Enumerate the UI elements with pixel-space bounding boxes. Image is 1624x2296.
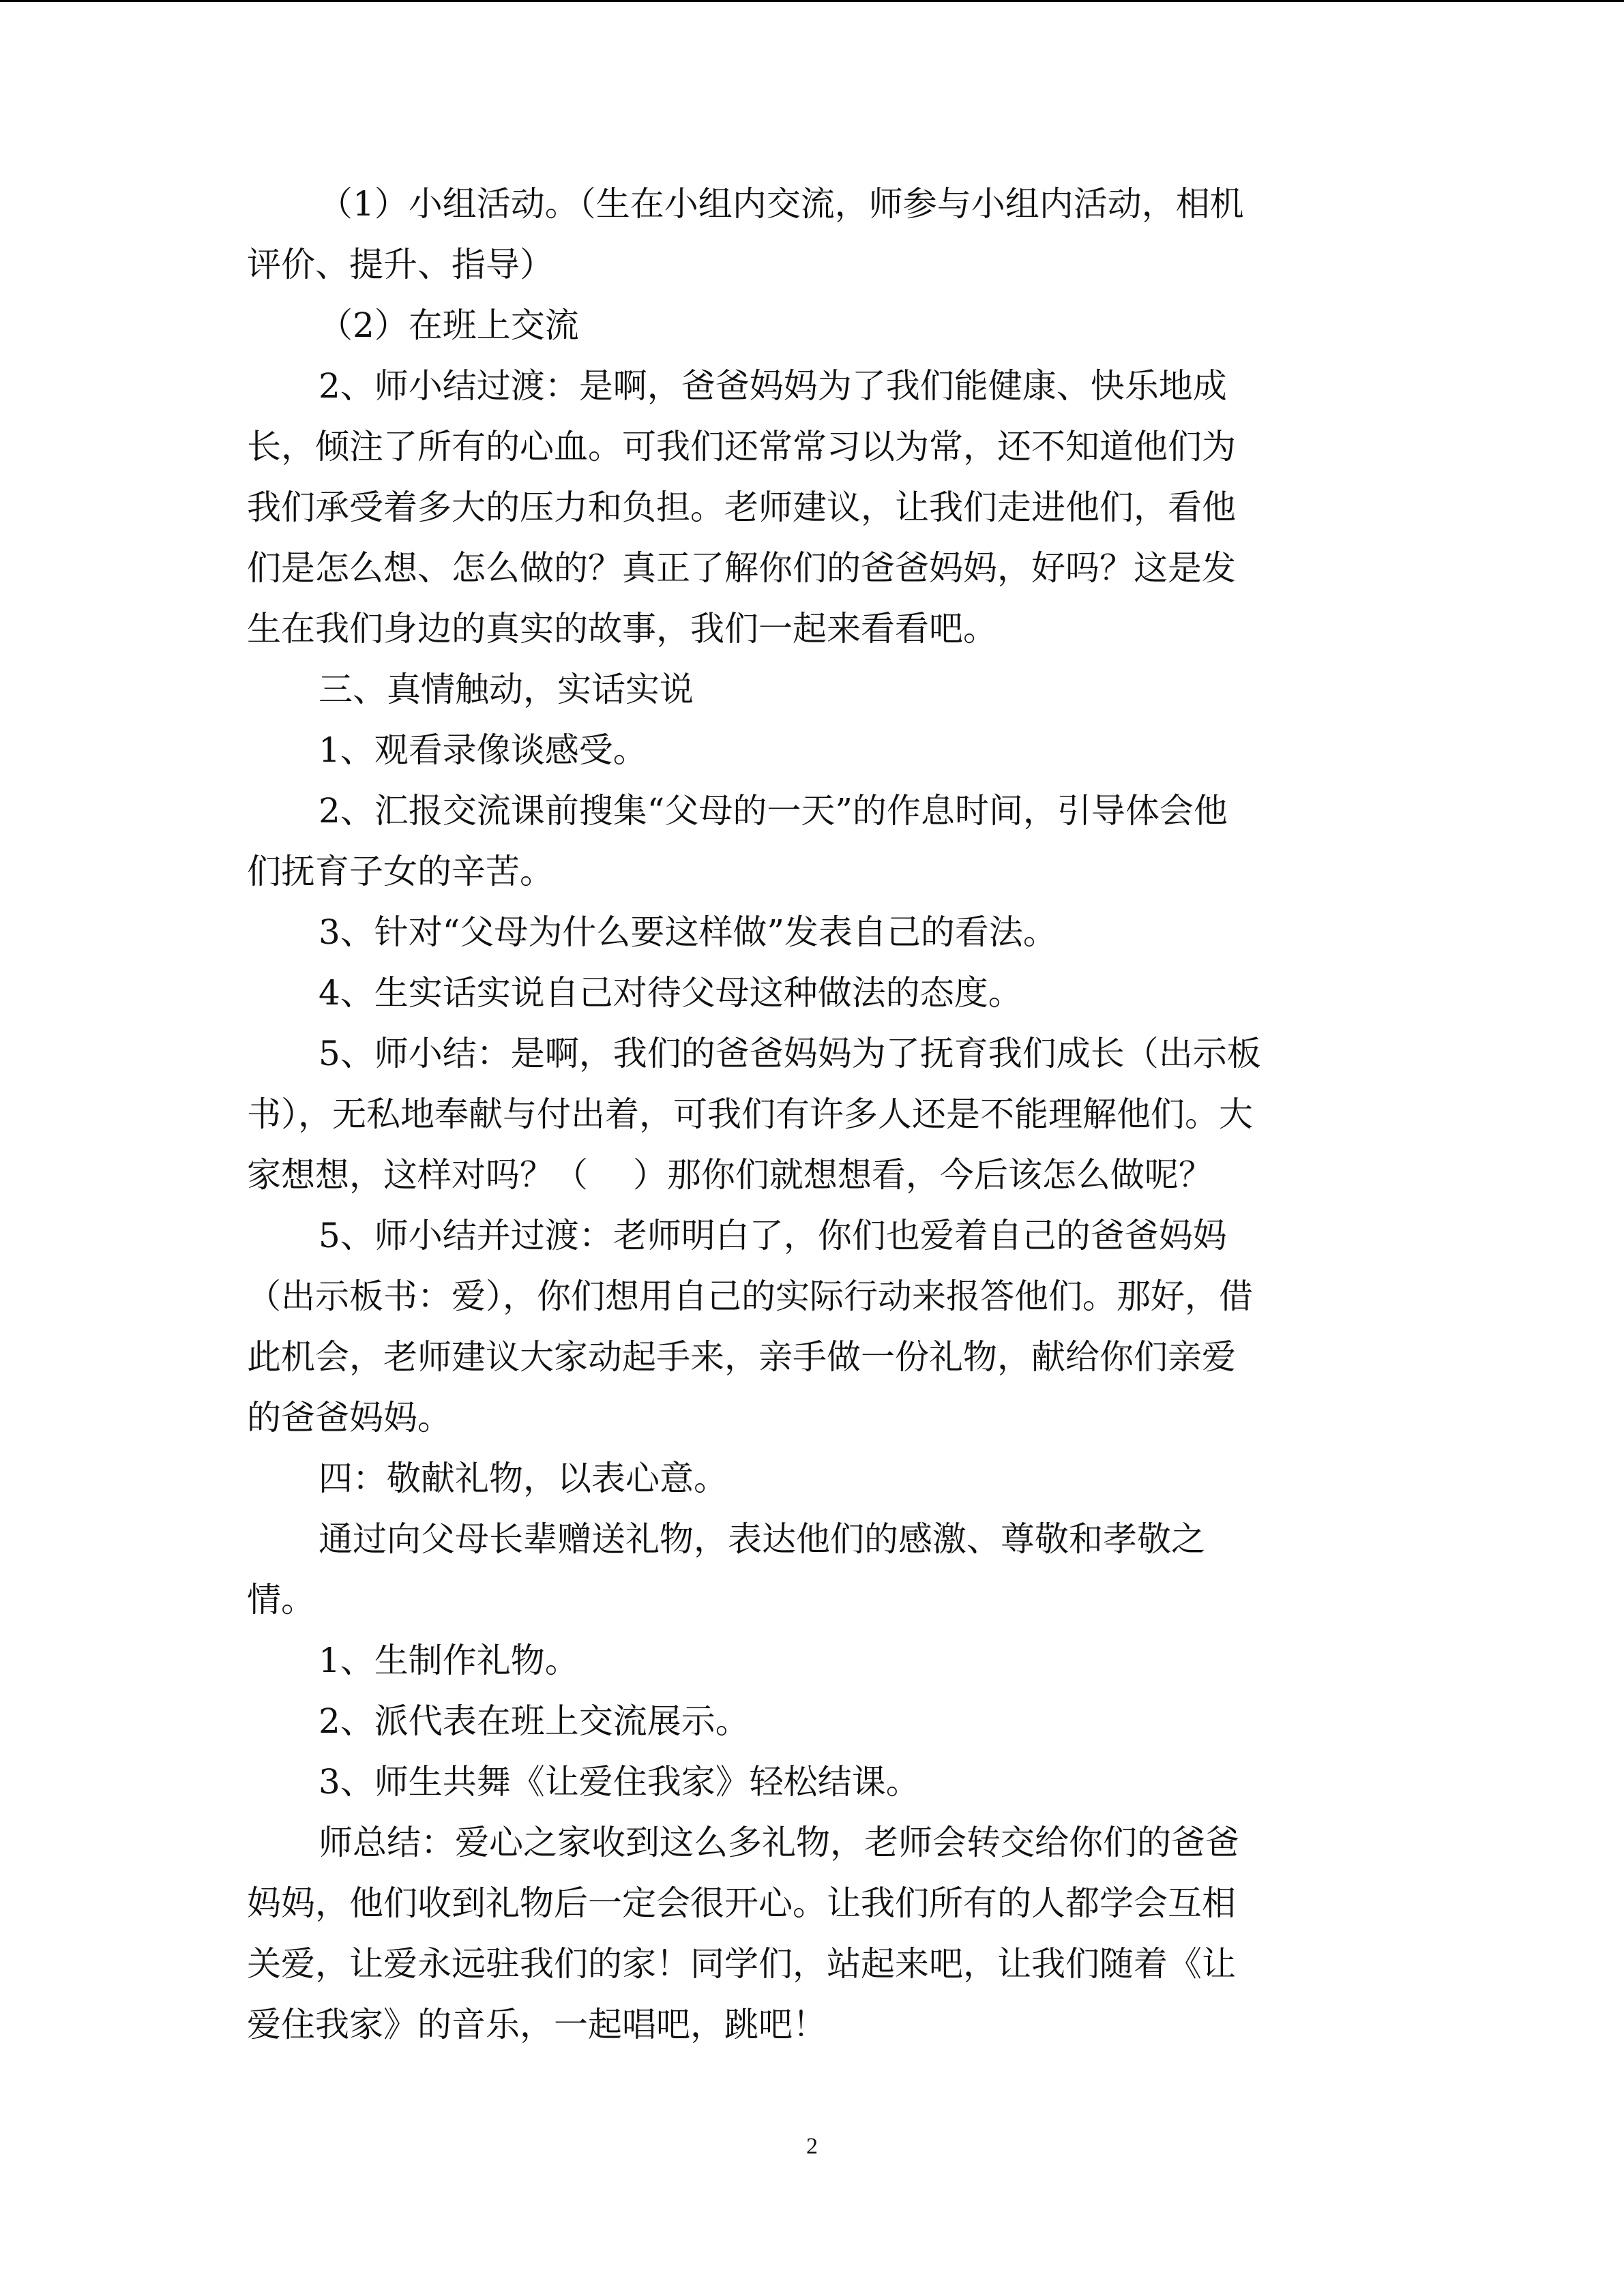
text-line: 们是怎么想、怎么做的？真正了解你们的爸爸妈妈，好吗？这是发 (247, 548, 1236, 588)
text-line: 2、派代表在班上交流展示。 (319, 1701, 750, 1741)
text-line: 家想想，这样对吗？（ ）那你们就想想看，今后该怎么做呢？ (247, 1155, 1213, 1195)
text-line: 师总结：爱心之家收到这么多礼物，老师会转交给你们的爸爸 (319, 1823, 1239, 1862)
text-line: 情。 (247, 1580, 315, 1620)
document-body (247, 174, 1365, 2055)
text-line: 3、针对“父母为什么要这样做”发表自己的看法。 (319, 912, 1057, 952)
page-top-border (0, 0, 1624, 2)
text-line: （1）小组活动。（生在小组内交流，师参与小组内活动，相机 (319, 184, 1244, 224)
text-line: 4、生实话实说自己对待父母这种做法的态度。 (319, 973, 1022, 1013)
text-line: 通过向父母长辈赠送礼物，表达他们的感激、尊敬和孝敬之 (319, 1519, 1205, 1559)
text-line: 书），无私地奉献与付出着，可我们有许多人还是不能理解他们。大 (247, 1094, 1253, 1134)
text-line: 我们承受着多大的压力和负担。老师建议，让我们走进他们，看他 (247, 488, 1236, 527)
text-line: 2、师小结过渡：是啊，爸爸妈妈为了我们能健康、快乐地成 (319, 366, 1227, 406)
text-line: 此机会，老师建议大家动起手来，亲手做一份礼物，献给你们亲爱 (247, 1337, 1236, 1377)
section-heading: 四：敬献礼物，以表心意。 (319, 1459, 728, 1498)
text-line: 1、生制作礼物。 (319, 1641, 579, 1680)
text-line: （2）在班上交流 (319, 305, 579, 345)
text-line: 爱住我家》的音乐，一起唱吧，跳吧！ (247, 2005, 827, 2044)
text-line: 3、师生共舞《让爱住我家》轻松结课。 (319, 1762, 920, 1802)
text-line: 的爸爸妈妈。 (247, 1398, 452, 1437)
text-line: 长，倾注了所有的心血。可我们还常常习以为常，还不知道他们为 (247, 427, 1236, 466)
text-line: 关爱，让爱永远驻我们的家！同学们，站起来吧，让我们随着《让 (247, 1944, 1236, 1984)
text-line: 5、师小结并过渡：老师明白了，你们也爱着自己的爸爸妈妈 (319, 1216, 1227, 1255)
text-line: 5、师小结：是啊，我们的爸爸妈妈为了抚育我们成长（出示板 (319, 1034, 1261, 1073)
text-line: 们抚育子女的辛苦。 (247, 852, 554, 891)
text-line: 妈妈，他们收到礼物后一定会很开心。让我们所有的人都学会互相 (247, 1883, 1236, 1923)
text-line: 生在我们身边的真实的故事，我们一起来看看吧。 (247, 609, 997, 648)
text-line: （出示板书：爱），你们想用自己的实际行动来报答他们。那好，借 (247, 1277, 1253, 1316)
section-heading: 三、真情触动，实话实说 (319, 670, 694, 709)
text-line: 1、观看录像谈感受。 (319, 730, 647, 770)
text-line: 评价、提升、指导） (247, 245, 554, 284)
page-number: 2 (806, 2134, 818, 2159)
text-line: 2、汇报交流课前搜集“父母的一天”的作息时间，引导体会他 (319, 791, 1228, 831)
